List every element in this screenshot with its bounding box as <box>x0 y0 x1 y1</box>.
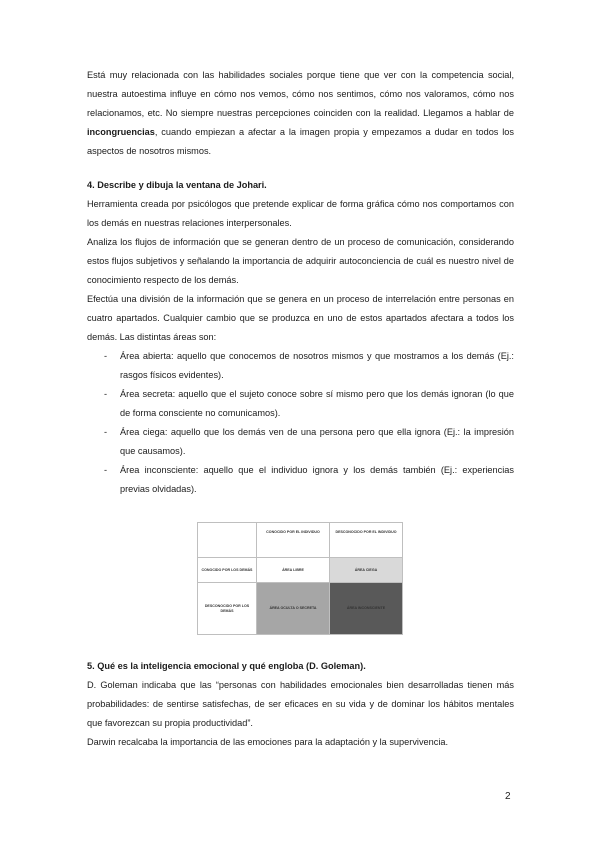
intro-section <box>87 66 514 161</box>
darwin-paragraph: Darwin recalcaba la importancia de las emociones para la adaptación y la supervivencia. <box>87 737 449 747</box>
section-johari <box>87 176 514 499</box>
row-header-unknown-others: DESCONOCIDO POR LOS DEMÁS <box>198 583 257 635</box>
row-header-known-others: CONOCIDO POR LOS DEMÁS <box>198 558 257 583</box>
johari-unknown-area: ÁREA INCONSCIENTE <box>330 583 403 635</box>
section-goleman <box>87 657 514 752</box>
area-secret-text: Área secreta: aquello que el sujeto conoce sobre sí mismo pero que los demás ignoran (lo que de forma consciente no comunicamos). <box>120 389 514 418</box>
bullet-dash: - <box>104 427 108 437</box>
intro-paragraph <box>87 66 514 161</box>
johari-window-diagram <box>197 522 403 635</box>
area-blind-text: Área ciega: aquello que los demás ven de una persona pero que ella ignora (Ej.: la impresión que causamos). <box>120 427 514 456</box>
johari-paragraph-3: Efectúa una división de la información que se genera en un proceso de interrelación entre personas en cuatro apartados. Cualquier cambio que se produzca en uno de estos apartados afectara a todos los demás. Las distintas áreas son: <box>87 294 514 342</box>
col-header-unknown-self: DESCONOCIDO POR EL INDIVIDUO <box>330 523 403 558</box>
intro-text-after: , cuando empiezan a afectar a la imagen propia y empezamos a dudar en todos los aspectos de nosotros mismos. <box>87 127 514 156</box>
johari-open-area: ÁREA LIBRE <box>257 558 330 583</box>
johari-corner <box>198 523 257 558</box>
bullet-dash: - <box>104 389 108 399</box>
col-header-known-self: CONOCIDO POR EL INDIVIDUO <box>257 523 330 558</box>
area-unknown-text: Área inconsciente: aquello que el individuo ignora y los demás también (Ej.: experiencias previas olvidadas). <box>120 465 514 494</box>
johari-secret-area: ÁREA CIEGA <box>330 558 403 583</box>
johari-paragraph-1: Herramienta creada por psicólogos que pretende explicar de forma gráfica cómo nos comportamos con los demás en nuestras relaciones interpersonales. <box>87 199 514 228</box>
list-item <box>87 385 514 423</box>
incongruencias-term: incongruencias <box>87 127 155 137</box>
page-number: 2 <box>505 791 511 802</box>
goleman-paragraph: D. Goleman indicaba que las “personas con habilidades emocionales bien desarrolladas tienen más probabilidades: de sentirse satisfechas, de ser eficaces en su vida y de dominar los hábitos mentales que favorezcan su propia productividad”. <box>87 680 514 728</box>
section-5-heading: 5. Qué es la inteligencia emocional y qué engloba (D. Goleman). <box>87 661 366 671</box>
section-4-heading: 4. Describe y dibuja la ventana de Johari. <box>87 180 267 190</box>
list-item <box>87 347 514 385</box>
list-item <box>87 423 514 461</box>
area-open-text: Área abierta: aquello que conocemos de nosotros mismos y que mostramos a los demás (Ej.: rasgos físicos evidentes). <box>120 351 514 380</box>
bullet-dash: - <box>104 465 108 475</box>
johari-paragraph-2: Analiza los flujos de información que se generan dentro de un proceso de comunicación, considerando estos flujos subjetivos y señalando la importancia de adquirir autoconciencia de cuál es nuestro nivel de conocimiento respecto de los demás. <box>87 237 514 285</box>
intro-text-before: Está muy relacionada con las habilidades sociales porque tiene que ver con la competencia social, nuestra autoestima influye en cómo nos vemos, cómo nos sentimos, cómo nos valoramos, cómo nos relacionamos, etc. No siempre nuestras percepciones coinciden con la realidad. Llegamos a hablar de <box>87 70 514 118</box>
johari-blind-area: ÁREA OCULTA O SECRETA <box>257 583 330 635</box>
list-item <box>87 461 514 499</box>
bullet-dash: - <box>104 351 108 361</box>
johari-areas-list <box>87 347 514 499</box>
